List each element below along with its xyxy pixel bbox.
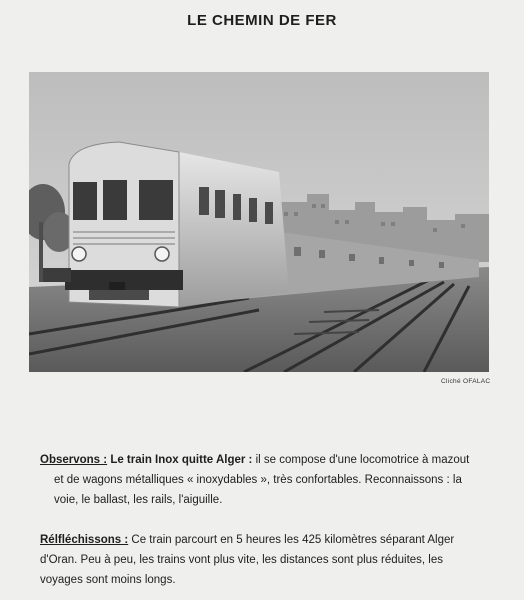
paragraph-observons — [40, 450, 483, 510]
reflechissons-line3: voyages sont moins longs. — [40, 574, 176, 586]
observons-line3: voie, le ballast, les rails, l'aiguille. — [54, 494, 223, 506]
observons-line2: et de wagons métalliques « inoxydables », très confortables. Reconnaissons : la — [54, 474, 462, 486]
observons-line1: il se compose d'une locomotrice à mazout — [255, 454, 470, 466]
train-photograph — [29, 72, 489, 372]
paragraph-reflechissons — [40, 530, 483, 590]
page-title: LE CHEMIN DE FER — [187, 12, 337, 29]
photo-credit: Cliché OFALAC — [441, 378, 491, 385]
observons-subject: Le train Inox quitte Alger : — [110, 454, 253, 466]
reflechissons-line1: Ce train parcourt en 5 heures les 425 kilomètres séparant Alger — [131, 534, 455, 546]
reflechissons-label: Rélfléchissons : — [40, 534, 129, 546]
reflechissons-line2: d'Oran. Peu à peu, les trains vont plus vite, les distances sont plus réduites, les — [40, 554, 443, 566]
observons-label: Observons : — [40, 454, 108, 466]
